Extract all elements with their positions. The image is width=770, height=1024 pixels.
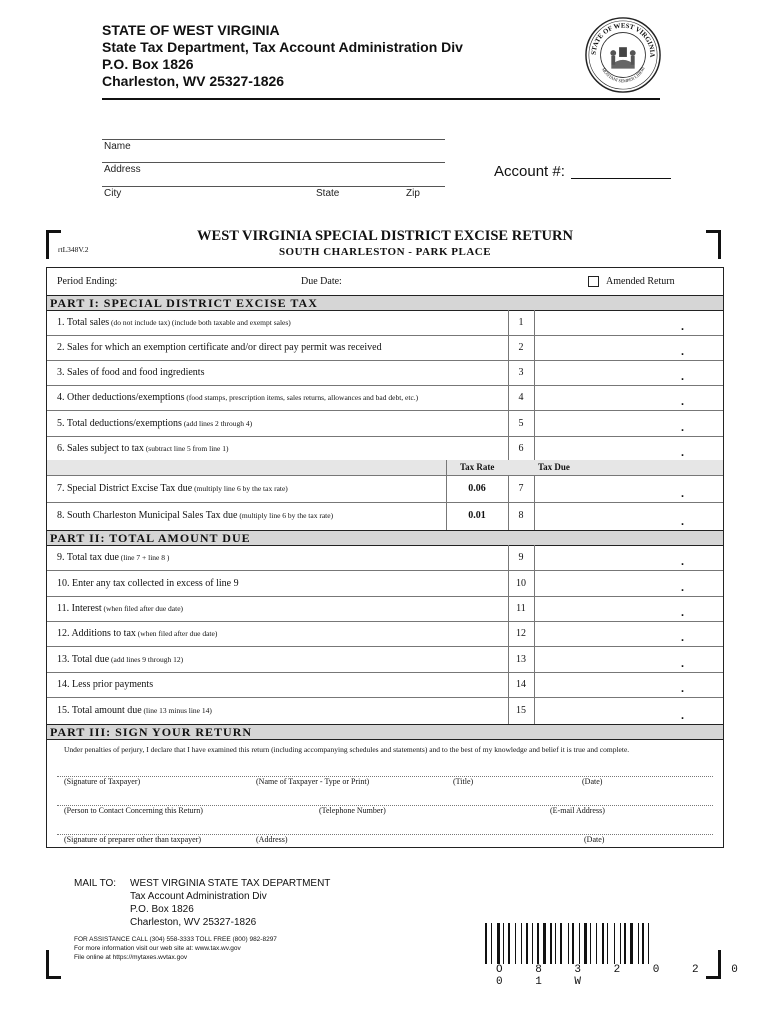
decimal-point: . — [681, 554, 684, 568]
barcode-bar — [491, 923, 492, 964]
barcode-bar — [568, 923, 569, 964]
barcode-bar — [628, 923, 629, 964]
line-number: 14 — [516, 679, 526, 690]
barcode-bar — [584, 923, 587, 964]
line-label — [57, 552, 169, 563]
return-form — [46, 267, 724, 848]
amount-field[interactable] — [535, 361, 722, 384]
barcode-bar — [642, 923, 644, 964]
mail-line-2: Tax Account Administration Div — [130, 891, 267, 902]
form-line-row — [47, 475, 723, 503]
amount-field[interactable] — [535, 622, 722, 645]
line-description: 8. South Charleston Municipal Sales Tax due — [57, 510, 238, 521]
part2-title: PART II: TOTAL AMOUNT DUE — [50, 531, 251, 545]
line-label — [57, 367, 204, 378]
form-line-row — [47, 385, 723, 411]
decimal-point: . — [681, 514, 684, 528]
line-note: (when filed after due date) — [135, 629, 218, 638]
line-number: 10 — [516, 578, 526, 589]
amount-field[interactable] — [535, 648, 722, 671]
tax-rate-value: 0.06 — [468, 483, 486, 494]
barcode-bar — [650, 923, 652, 964]
barcode-bar — [590, 923, 591, 964]
city-state-zip-line[interactable] — [102, 186, 445, 187]
account-label: Account #: — [494, 163, 565, 180]
line-number: 5 — [518, 418, 524, 429]
agency-line-1: STATE OF WEST VIRGINIA — [102, 22, 280, 38]
barcode-bar — [605, 923, 606, 964]
agency-line-4: Charleston, WV 25327-1826 — [102, 73, 285, 89]
barcode-bar — [634, 923, 636, 964]
barcode-bar — [503, 923, 504, 964]
form-line-row — [47, 672, 723, 698]
line-description: 1. Total sales — [57, 317, 110, 328]
sig-taxpayer-label: (Signature of Taxpayer) — [64, 777, 141, 786]
barcode-bar — [572, 923, 574, 964]
state-seal-icon — [584, 16, 662, 94]
barcode-bar — [501, 923, 502, 964]
mail-address — [130, 877, 330, 929]
decimal-point: . — [681, 630, 684, 644]
barcode-bar — [648, 923, 649, 964]
barcode-bar — [541, 923, 542, 964]
decimal-point: . — [681, 445, 684, 459]
sig-title-label: (Title) — [453, 777, 474, 786]
barcode-bar — [529, 923, 530, 964]
line-note: (add lines 2 through 4) — [181, 419, 253, 428]
decimal-point: . — [681, 319, 684, 333]
barcode-bar — [534, 923, 536, 964]
barcode-bar — [537, 923, 539, 964]
barcode-number: O 8 3 2 0 2 0 0 1 W — [496, 964, 751, 988]
line-label — [57, 483, 288, 494]
line-number: 1 — [518, 317, 524, 328]
line-label — [57, 705, 212, 716]
amount-field[interactable] — [535, 412, 722, 435]
barcode-bar — [560, 923, 562, 964]
assist-line-2: For more information visit our web site at: www.tax.wv.gov — [74, 945, 241, 952]
amount-field[interactable] — [535, 336, 722, 359]
part2-header — [47, 530, 723, 546]
line-note: (line 13 minus line 14) — [141, 706, 212, 715]
amount-field[interactable] — [535, 437, 722, 460]
name-label: Name — [104, 141, 131, 152]
form-line-row — [47, 621, 723, 647]
contact-person-label: (Person to Contact Concerning this Return) — [64, 806, 203, 815]
part1-header — [47, 295, 723, 311]
declaration-text: Under penalties of perjury, I declare that I have examined this return (including accompanying schedules and statements) and to the best of my knowledge and belief it is true and complete. — [64, 745, 630, 754]
form-title: WEST VIRGINIA SPECIAL DISTRICT EXCISE RETURN — [197, 228, 573, 244]
barcode-bar — [508, 923, 510, 964]
line-description: 15. Total amount due — [57, 705, 142, 716]
line-note: (multiply line 6 by the tax rate) — [192, 484, 288, 493]
decimal-point: . — [681, 708, 684, 722]
form-line-row — [47, 310, 723, 336]
line-number: 9 — [518, 552, 524, 563]
line-description: 14. Less prior payments — [57, 679, 154, 690]
line-label — [57, 443, 229, 454]
line-number: 8 — [518, 510, 524, 521]
line-note: (food stamps, prescription items, sales returns, allowances and bad debt, etc.) — [184, 393, 419, 402]
line-description: 2. Sales for which an exemption certificate and/or direct pay permit was received — [57, 342, 382, 353]
amount-field[interactable] — [535, 311, 722, 334]
line-number: 3 — [518, 367, 524, 378]
agency-line-3: P.O. Box 1826 — [102, 56, 194, 72]
line-description: 6. Sales subject to tax — [57, 443, 144, 454]
taxpayer-signature-line[interactable] — [57, 776, 713, 777]
line-description: 12. Additions to tax — [57, 628, 136, 639]
seal-motto: MONTANI SEMPER LIBERI — [600, 66, 646, 84]
barcode-bar — [598, 923, 600, 964]
account-number-field[interactable] — [571, 178, 671, 179]
barcode-bar — [532, 923, 533, 964]
part1-title: PART I: SPECIAL DISTRICT EXCISE TAX — [50, 296, 318, 310]
form-line-row — [47, 647, 723, 673]
line-number: 7 — [518, 483, 524, 494]
line-label — [57, 342, 382, 353]
barcode-bar — [550, 923, 552, 964]
barcode-bar — [616, 923, 618, 964]
decimal-point: . — [681, 681, 684, 695]
address-line[interactable] — [102, 162, 445, 163]
sig-name-label: (Name of Taxpayer - Type or Print) — [256, 777, 370, 786]
state-label: State — [316, 188, 340, 199]
form-line-row — [47, 411, 723, 437]
line-label — [57, 392, 418, 403]
form-line-row — [47, 596, 723, 622]
line-label — [57, 510, 333, 521]
tax-due-header: Tax Due — [538, 462, 570, 472]
barcode-bar — [489, 923, 490, 964]
name-line[interactable] — [102, 139, 445, 140]
line-description: 11. Interest — [57, 603, 102, 614]
line-note: (multiply line 6 by the tax rate) — [237, 511, 334, 520]
line-label — [57, 679, 153, 690]
form-line-row — [47, 698, 723, 725]
form-line-row — [47, 545, 723, 571]
contact-phone-label: (Telephone Number) — [319, 806, 386, 815]
line-label — [57, 418, 252, 429]
seal-text: STATE OF WEST VIRGINIA — [590, 22, 656, 58]
agency-line-2: State Tax Department, Tax Account Administration Div — [102, 39, 463, 55]
form-subtitle: SOUTH CHARLESTON - PARK PLACE — [278, 246, 492, 258]
barcode-bar — [497, 923, 500, 964]
period-row — [47, 268, 723, 296]
sig-date-label: (Date) — [582, 777, 603, 786]
decimal-point: . — [681, 420, 684, 434]
barcode-bar — [570, 923, 571, 964]
assistance-info — [74, 935, 277, 962]
form-id: rtL348V.2 — [58, 245, 89, 254]
line-note: (line 7 + line 8 ) — [118, 553, 170, 562]
address-label: Address — [104, 164, 141, 175]
barcode-bar — [511, 923, 513, 964]
barcode-bar — [547, 923, 548, 964]
barcode-bar — [485, 923, 487, 964]
line-number: 12 — [516, 628, 526, 639]
line-label — [57, 317, 291, 328]
decimal-point: . — [681, 486, 684, 500]
mail-line-3: P.O. Box 1826 — [130, 904, 194, 915]
line-label — [57, 578, 239, 589]
barcode-bar — [521, 923, 522, 964]
barcode-bar — [553, 923, 554, 964]
decimal-point: . — [681, 605, 684, 619]
contact-email-label: (E-mail Address) — [550, 806, 605, 815]
line-note: (when filed after due date) — [101, 604, 184, 613]
amount-field[interactable] — [535, 699, 722, 723]
barcode-bar — [624, 923, 626, 964]
line-label — [57, 628, 217, 639]
barcode-bar — [593, 923, 595, 964]
rate-divider — [446, 460, 447, 475]
zip-label: Zip — [406, 188, 420, 199]
amount-field[interactable] — [535, 597, 722, 620]
amount-field[interactable] — [535, 546, 722, 569]
decimal-point: . — [681, 344, 684, 358]
line-note: (add lines 9 through 12) — [109, 655, 184, 664]
decimal-point: . — [681, 580, 684, 594]
line-number: 4 — [518, 392, 524, 403]
due-date-label: Due Date: — [301, 276, 342, 287]
barcode-bar — [620, 923, 621, 964]
amount-field[interactable] — [535, 386, 722, 409]
header-rule — [102, 98, 660, 100]
barcode-bar — [638, 923, 639, 964]
line-description: 13. Total due — [57, 654, 110, 665]
tax-rate-header: Tax Rate — [460, 462, 495, 472]
line-description: 4. Other deductions/exemptions — [57, 392, 185, 403]
barcode-bar — [610, 923, 613, 964]
barcode-bar — [602, 923, 604, 964]
barcode-bar — [646, 923, 647, 964]
barcode-bar — [588, 923, 589, 964]
tax-rate-value: 0.01 — [468, 510, 486, 521]
period-ending-label: Period Ending: — [57, 276, 118, 287]
line-number: 11 — [516, 603, 526, 614]
city-label: City — [104, 188, 122, 199]
crop-mark — [46, 950, 61, 979]
barcode-bar — [576, 923, 578, 964]
barcode-bar — [614, 923, 615, 964]
line-label — [57, 603, 183, 614]
line-number: 15 — [516, 705, 526, 716]
barcode-bar — [517, 923, 520, 964]
assist-line-1: FOR ASSISTANCE CALL (304) 558-3333 TOLL FREE (800) 982-8297 — [74, 936, 277, 943]
line-number: 6 — [518, 443, 524, 454]
line-description: 9. Total tax due — [57, 552, 119, 563]
barcode-bar — [493, 923, 495, 964]
barcode-bar — [579, 923, 580, 964]
form-line-row — [47, 360, 723, 386]
agency-header — [102, 22, 463, 90]
form-line-row — [47, 571, 723, 597]
line-number: 2 — [518, 342, 524, 353]
form-line-row — [47, 335, 723, 361]
assist-line-3: File online at https://mytaxes.wvtax.gov — [74, 954, 188, 961]
form-line-row — [47, 502, 723, 531]
preparer-signature-label: (Signature of preparer other than taxpayer) — [64, 835, 202, 844]
line-note: (do not include tax) (include both taxable and exempt sales) — [109, 318, 291, 327]
barcode-bar — [563, 923, 566, 964]
barcode-bar — [515, 923, 516, 964]
line-note: (subtract line 5 from line 1) — [143, 444, 229, 453]
amount-field[interactable] — [535, 476, 722, 501]
line-description: 3. Sales of food and food ingredients — [57, 367, 205, 378]
barcode — [485, 923, 695, 964]
amended-return-checkbox[interactable] — [588, 276, 599, 287]
part3-header — [47, 724, 723, 740]
barcode-bar — [543, 923, 546, 964]
barcode-bar — [607, 923, 608, 964]
line-number: 13 — [516, 654, 526, 665]
decimal-point: . — [681, 656, 684, 670]
line-description: 7. Special District Excise Tax due — [57, 483, 193, 494]
line-description: 10. Enter any tax collected in excess of line 9 — [57, 578, 239, 589]
barcode-bar — [524, 923, 525, 964]
mail-line-4: Charleston, WV 25327-1826 — [130, 917, 257, 928]
barcode-bar — [581, 923, 582, 964]
tax-rate-header-row — [47, 460, 723, 476]
form-line-row — [47, 436, 723, 462]
amended-return-label: Amended Return — [606, 276, 675, 287]
preparer-address-label: (Address) — [256, 835, 288, 844]
part3-title: PART III: SIGN YOUR RETURN — [50, 725, 253, 739]
barcode-bar — [622, 923, 623, 964]
decimal-point: . — [681, 369, 684, 383]
barcode-bar — [506, 923, 507, 964]
mail-to-label: MAIL TO: — [74, 878, 117, 889]
barcode-bar — [526, 923, 528, 964]
barcode-bar — [640, 923, 641, 964]
barcode-bar — [555, 923, 556, 964]
barcode-bar — [558, 923, 559, 964]
preparer-date-label: (Date) — [584, 835, 605, 844]
amount-field[interactable] — [535, 503, 722, 529]
decimal-point: . — [681, 394, 684, 408]
mail-line-1: WEST VIRGINIA STATE TAX DEPARTMENT — [130, 878, 331, 889]
amount-field[interactable] — [535, 673, 722, 696]
line-label — [57, 654, 183, 665]
barcode-bar — [630, 923, 633, 964]
barcode-bar — [596, 923, 597, 964]
amount-field[interactable] — [535, 572, 722, 595]
line-description: 5. Total deductions/exemptions — [57, 418, 182, 429]
